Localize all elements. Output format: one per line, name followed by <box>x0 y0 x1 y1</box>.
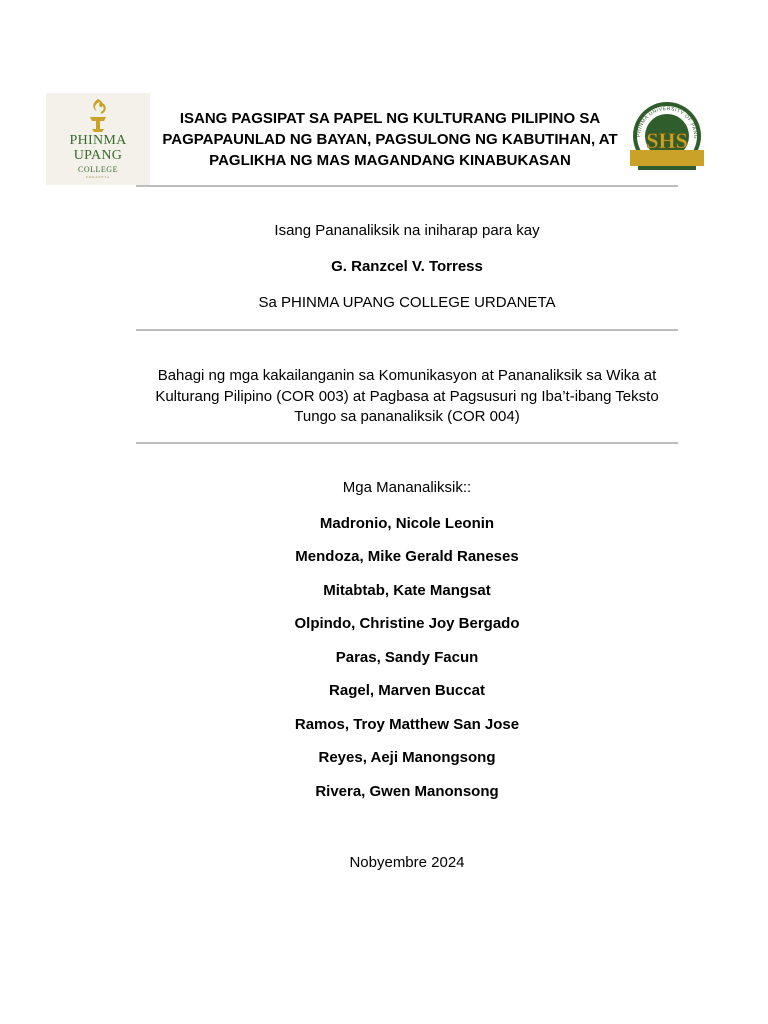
school-line: Sa PHINMA UPANG COLLEGE URDANETA <box>258 294 556 311</box>
divider-2 <box>136 329 678 331</box>
requirement-paragraph: Bahagi ng mga kakailanganin sa Komunikasyon at Pananaliksik sa Wika at Kulturang Pilipino (COR 003) at Pagbasa at Pagsusuri ng Iba’t-ibang Teksto Tungo sa pananaliksik (COR 004) <box>155 367 659 425</box>
researcher-name: Madronio, Nicole Leonin <box>319 515 495 532</box>
researcher-name: Ragel, Marven Buccat <box>329 682 485 699</box>
divider-1 <box>136 185 678 187</box>
adviser-name: G. Ranzcel V. Torress <box>331 258 483 275</box>
intro-line: Isang Pananaliksik na iniharap para kay <box>274 222 540 239</box>
logo-text-upang: UPANG <box>73 148 123 163</box>
researcher-name: Paras, Sandy Facun <box>335 649 479 666</box>
logo-text-phinma: PHINMA <box>69 133 127 148</box>
divider-3 <box>136 442 678 444</box>
submission-date: Nobyembre 2024 <box>349 854 465 871</box>
seal-initials: SHS <box>646 128 688 153</box>
shs-seal-icon <box>628 100 706 174</box>
document-title: ISANG PAGSIPAT SA PAPEL NG KULTURANG PILIPINO SA PAGPAPAUNLAD NG BAYAN, PAGSULONG NG KABUTIHAN, AT PAGLIKHA NG MAS MAGANDANG KINABUKASAN <box>162 110 618 169</box>
researcher-name: Reyes, Aeji Manongsong <box>318 749 496 766</box>
researcher-name: Olpindo, Christine Joy Bergado <box>294 615 520 632</box>
researchers-heading: Mga Mananaliksik:: <box>342 479 472 496</box>
shs-seal-logo <box>628 100 706 174</box>
researcher-name: Rivera, Gwen Manonsong <box>315 783 499 800</box>
seal-ring-text: PHINMA UNIVERSITY OF PANG <box>635 105 699 140</box>
logo-text-college: COLLEGE <box>78 165 118 174</box>
phinma-upang-logo <box>46 93 150 185</box>
torch-icon <box>80 97 116 135</box>
researcher-name: Mitabtab, Kate Mangsat <box>323 582 491 599</box>
researcher-name: Ramos, Troy Matthew San Jose <box>294 716 520 733</box>
researcher-name: Mendoza, Mike Gerald Raneses <box>295 548 519 565</box>
logo-text-urdaneta: URDANETA <box>85 175 111 179</box>
